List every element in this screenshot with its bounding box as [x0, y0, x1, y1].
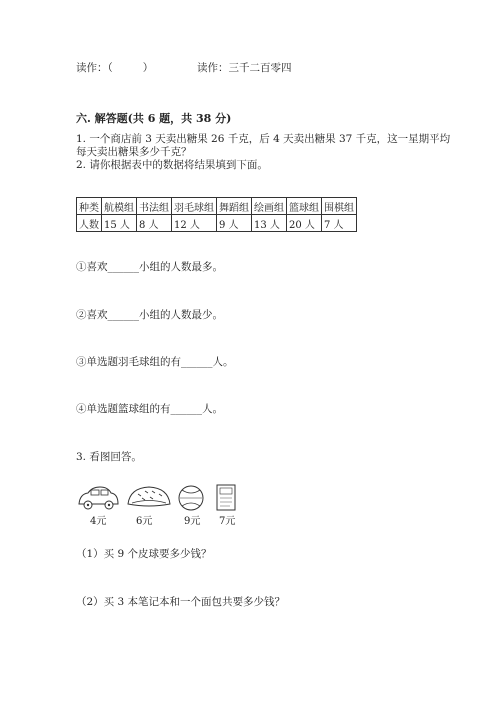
- q3-title: 3. 看图回答。: [76, 451, 142, 463]
- table-cell: 舞蹈组: [217, 198, 252, 215]
- q1-line1: 1. 一个商店前 3 天卖出糖果 26 千克，后 4 天卖出糖果 37 千克，这一星期平均: [76, 133, 451, 145]
- table-cell: 13 人: [252, 215, 287, 232]
- table-cell: 15 人: [102, 215, 137, 232]
- toy-car-icon: [76, 484, 120, 512]
- table-cell: 8 人: [137, 215, 172, 232]
- table-cell: 绘画组: [252, 198, 287, 215]
- notebook-icon: [215, 484, 237, 512]
- q2-sub1: ①喜欢______小组的人数最多。: [76, 261, 223, 273]
- table-header-row: [77, 198, 357, 215]
- fill-row-right: 读作：三千二百零四: [197, 62, 292, 74]
- table-cell: 人数: [77, 215, 102, 232]
- ball-icon: [177, 484, 205, 512]
- q2-sub2: ②喜欢______小组的人数最少。: [76, 309, 223, 321]
- paren-open: （: [107, 62, 113, 74]
- table-cell: 篮球组: [287, 198, 322, 215]
- q2-sub3: ③单选题羽毛球组的有______人。: [76, 356, 234, 368]
- read-label: 读作：: [76, 62, 108, 74]
- table-cell: 种类: [77, 198, 102, 215]
- fill-row-left: [76, 62, 153, 75]
- table-cell: 羽毛球组: [172, 198, 217, 215]
- price-label: 7元: [219, 516, 236, 527]
- q3-sub1: （1）买 9 个皮球要多少钱？: [76, 548, 212, 560]
- bread-icon: [126, 484, 172, 510]
- price-label: 4元: [90, 516, 107, 527]
- price-label: 6元: [136, 516, 153, 527]
- table-cell: 围棋组: [322, 198, 357, 215]
- table-cell: 7 人: [322, 215, 357, 232]
- table-cell: 书法组: [137, 198, 172, 215]
- q3-sub2: （2）买 3 本笔记本和一个面包共要多少钱？: [76, 596, 286, 608]
- q1-line2: 每天卖出糖果多少千克？: [76, 146, 192, 158]
- paren-close: ）: [142, 62, 154, 74]
- q2-sub4: ④单选题篮球组的有______人。: [76, 403, 223, 415]
- data-table: [76, 197, 357, 232]
- table-cell: 9 人: [217, 215, 252, 232]
- q2-line1: 2. 请你根据表中的数据将结果填到下面。: [76, 159, 268, 171]
- table-cell: 20 人: [287, 215, 322, 232]
- table-row: [77, 215, 357, 232]
- table-cell: 12 人: [172, 215, 217, 232]
- section-title: 六. 解答题(共 6 题，共 38 分): [76, 112, 232, 125]
- price-label: 9元: [184, 516, 201, 527]
- table-cell: 航模组: [102, 198, 137, 215]
